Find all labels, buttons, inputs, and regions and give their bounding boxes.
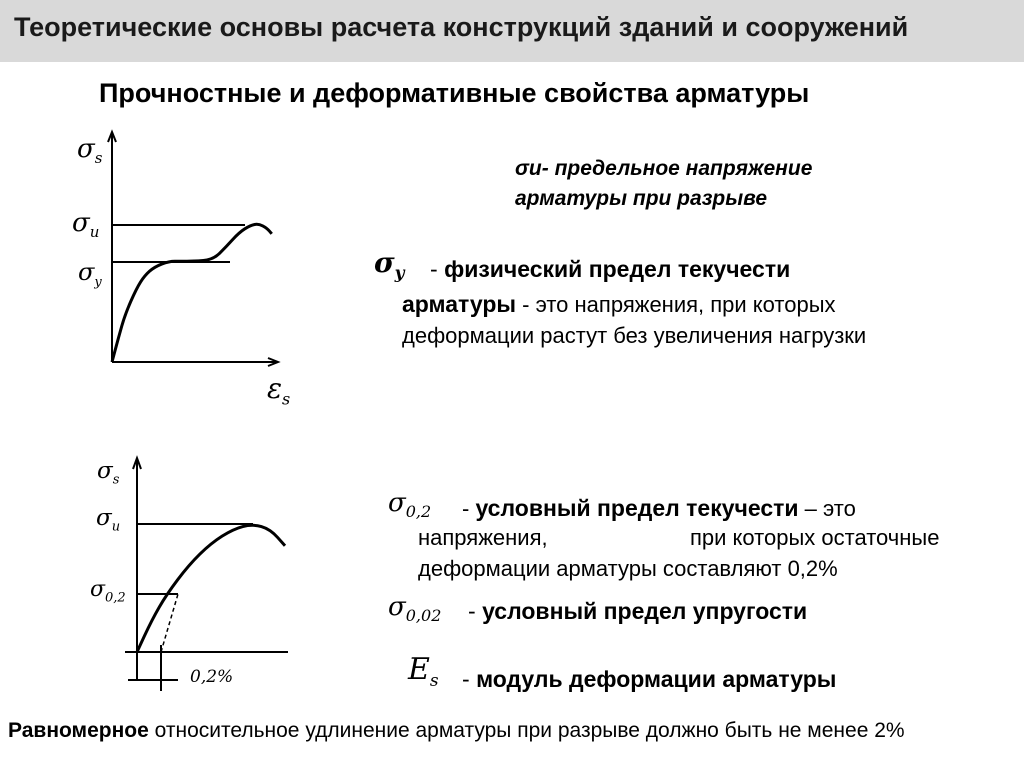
sigma-y-line3: деформации растут без увеличения нагрузки <box>402 323 867 348</box>
sigma-y-term: физический предел текучести <box>444 256 791 282</box>
sigma-002-symbol: $\sigma_{0,02}$ <box>388 592 442 626</box>
sigma-y-line1 <box>430 256 790 284</box>
sigma-02-line3: деформации арматуры составляют 0,2% <box>418 556 838 581</box>
sigma-u-definition-line1: σu- предельное напряжение <box>515 157 813 180</box>
chart1-ylabel: $\sigma_s$ <box>77 134 103 168</box>
chart1-curve <box>112 224 272 362</box>
sigma-y-dash: - <box>430 256 445 282</box>
sigma-y-symbol: $\sigma_y$ <box>374 246 405 284</box>
chart1-axes <box>108 132 278 366</box>
sigma-002-term: условный предел упругости <box>482 598 808 624</box>
chart2-tick-su: $\sigma_u$ <box>96 505 121 535</box>
sigma-02-line2a: напряжения, <box>418 525 548 550</box>
footer-note-text: относительное удлинение арматуры при разрыве должно быть не менее 2% <box>148 719 905 742</box>
sigma-02-line2b: при которых остаточные <box>690 525 940 550</box>
header-bar <box>0 0 1024 62</box>
chart2-ylabel: $\sigma_s$ <box>97 458 120 488</box>
sigma-02-symbol: $\sigma_{0,2}$ <box>388 488 432 522</box>
sigma-y-term-cont: арматуры <box>402 291 517 317</box>
slide-subtitle: Прочностные и деформативные свойства арматуры <box>99 78 810 108</box>
chart2-tick-s02: $\sigma_{0,2}$ <box>90 577 126 606</box>
page-title: Теоретические основы расчета конструкций зданий и сооружений <box>14 12 909 42</box>
sigma-02-line1 <box>462 495 856 523</box>
sigma-u-definition-line2: арматуры при разрыве <box>515 187 768 210</box>
sigma-002-dash: - <box>468 598 483 624</box>
es-symbol: $E_s$ <box>408 652 439 691</box>
chart2-offset-label: 0,2% <box>190 667 234 687</box>
sigma-02-term: условный предел текучести <box>475 495 799 521</box>
sigma-y-line2 <box>402 291 836 319</box>
chart2-axes <box>125 458 288 691</box>
footer-note <box>8 716 1013 745</box>
chart2-curve <box>137 525 285 652</box>
sigma-02-desc-a: – это <box>798 496 856 521</box>
sigma-002-line <box>468 598 807 626</box>
es-term: модуль деформации арматуры <box>476 666 837 692</box>
es-line <box>462 666 836 694</box>
es-dash: - <box>462 666 477 692</box>
footer-note-bold: Равномерное <box>8 719 149 742</box>
chart1-tick-sy: $\sigma_y$ <box>78 258 102 290</box>
chart1-tick-su: $\sigma_u$ <box>72 208 100 242</box>
stress-strain-chart-2 <box>120 455 320 695</box>
sigma-y-desc-a: - это напряжения, при которых <box>516 292 836 317</box>
sigma-02-dash: - <box>462 496 476 521</box>
chart1-xlabel: $\varepsilon_s$ <box>267 372 291 409</box>
